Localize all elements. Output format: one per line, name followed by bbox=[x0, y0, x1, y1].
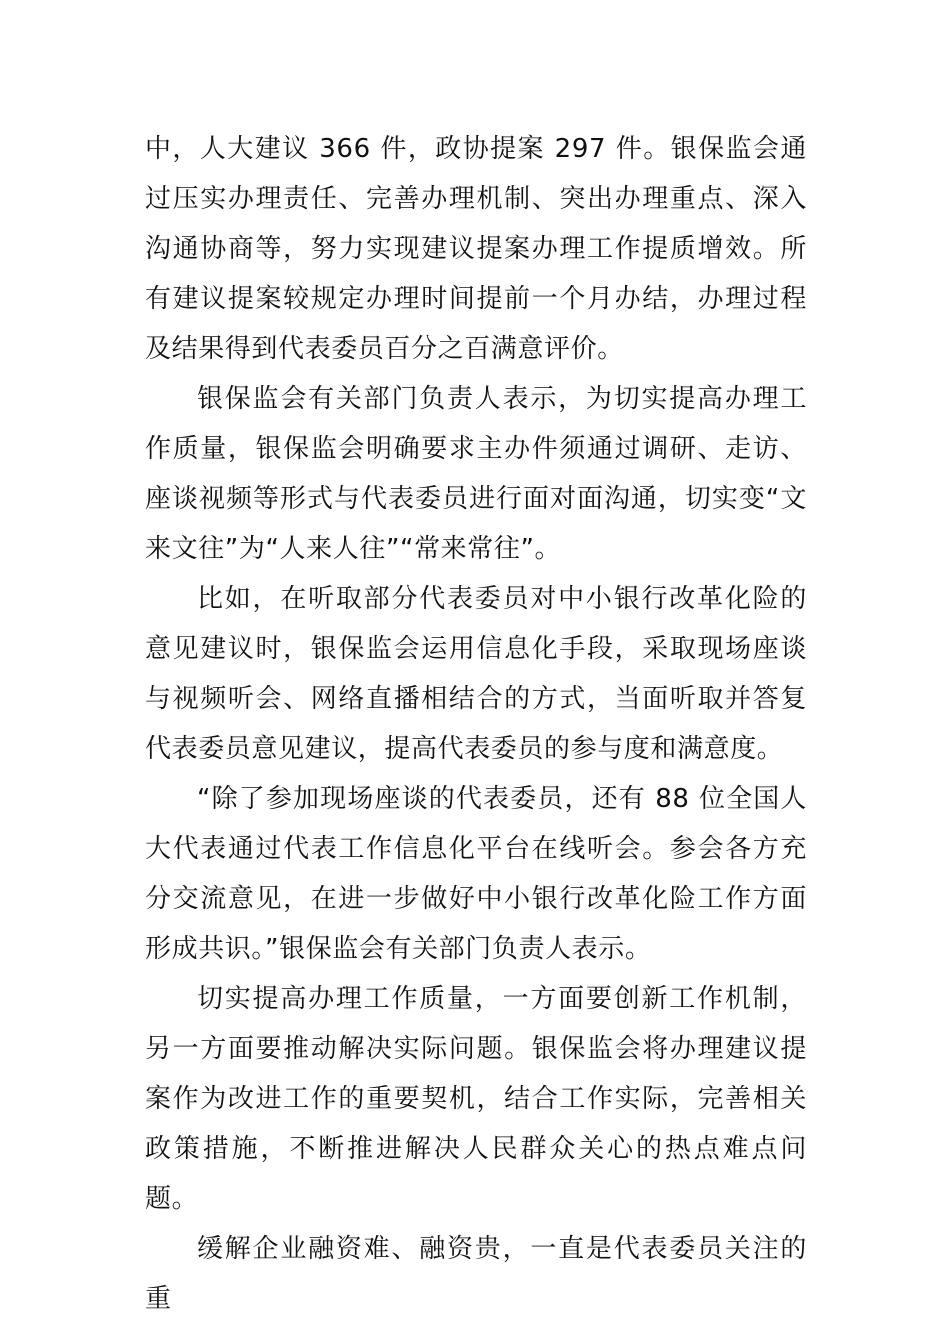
paragraph-4: “除了参加现场座谈的代表委员，还有 88 位全国人大代表通过代表工作信息化平台在线听会。参会各方充分交流意见，在进一步做好中小银行改革化险工作方面形成共识。”银保监会有关部门负责人表示。 bbox=[145, 784, 807, 964]
paragraph-5: 切实提高办理工作质量，一方面要创新工作机制，另一方面要推动解决实际问题。银保监会将办理建议提案作为改进工作的重要契机，结合工作实际，完善相关政策措施，不断推进解决人民群众关心的热点难点问题。 bbox=[145, 984, 807, 1214]
paragraph-2: 银保监会有关部门负责人表示，为切实提高办理工作质量，银保监会明确要求主办件须通过调研、走访、座谈视频等形式与代表委员进行面对面沟通，切实变“文来文往”为“人来人往”“常来常往”。 bbox=[145, 384, 807, 564]
paragraph-1: 中，人大建议 366 件，政协提案 297 件。银保监会通过压实办理责任、完善办理机制、突出办理重点、深入沟通协商等，努力实现建议提案办理工作提质增效。所有建议提案较规定办理时间提前一个月办结，办理过程及结果得到代表委员百分之百满意评价。 bbox=[145, 134, 807, 364]
paragraph-3: 比如，在听取部分代表委员对中小银行改革化险的意见建议时，银保监会运用信息化手段，采取现场座谈与视频听会、网络直播相结合的方式，当面听取并答复代表委员意见建议，提高代表委员的参与度和满意度。 bbox=[145, 584, 807, 764]
document-body bbox=[145, 124, 807, 1324]
paragraph-6: 缓解企业融资难、融资贵，一直是代表委员关注的重 bbox=[145, 1234, 807, 1314]
